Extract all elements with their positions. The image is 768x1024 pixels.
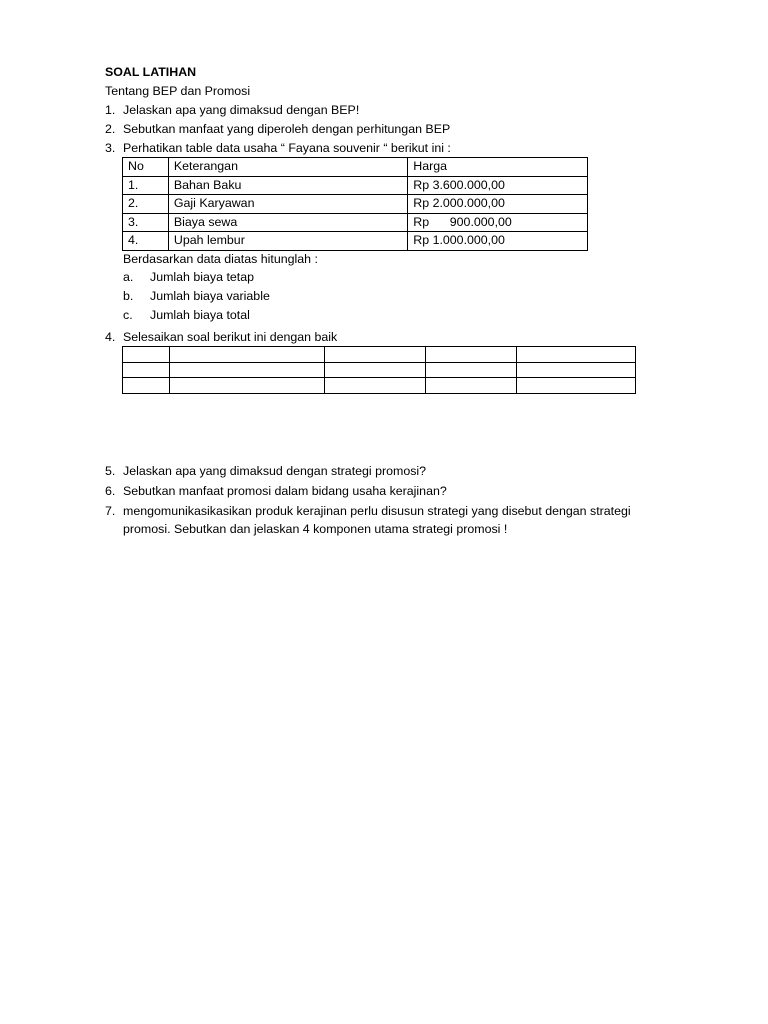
table-cell <box>425 378 517 394</box>
table-cell <box>325 347 426 363</box>
table-cell-no: 3. <box>123 213 169 232</box>
table-cell <box>425 362 517 378</box>
table-cell <box>169 378 324 394</box>
question-number: 3. <box>105 141 116 155</box>
table-cell <box>169 347 324 363</box>
page-subtitle: Tentang BEP dan Promosi <box>105 84 251 98</box>
table-row <box>123 362 636 378</box>
table-cell-keterangan: Biaya sewa <box>168 213 407 232</box>
question-number: 7. <box>105 504 116 518</box>
cost-table <box>122 157 588 251</box>
calc-text: Jumlah biaya variable <box>150 289 270 303</box>
question-number: 4. <box>105 330 116 344</box>
calc-letter: a. <box>123 270 134 284</box>
calc-letter: c. <box>123 308 133 322</box>
table-cell-no: 2. <box>123 195 169 214</box>
calc-text: Jumlah biaya tetap <box>150 270 255 284</box>
table-cell <box>169 362 324 378</box>
question-text: Selesaikan soal berikut ini dengan baik <box>123 330 338 344</box>
header-cell-harga: Harga <box>408 158 588 177</box>
table-cell-harga: Rp 1.000.000,00 <box>408 232 588 251</box>
question-text: Sebutkan manfaat yang diperoleh dengan perhitungan BEP <box>123 122 451 136</box>
header-cell-keterangan: Keterangan <box>168 158 407 177</box>
table-cell-keterangan: Upah lembur <box>168 232 407 251</box>
table-cell <box>517 378 636 394</box>
table-cell-keterangan: Gaji Karyawan <box>168 195 407 214</box>
table-row <box>123 176 588 195</box>
table-row <box>123 347 636 363</box>
header-cell-no: No <box>123 158 169 177</box>
table-cell <box>123 378 170 394</box>
question-number: 6. <box>105 484 116 498</box>
page-title: SOAL LATIHAN <box>105 65 197 79</box>
table-cell <box>325 378 426 394</box>
question-text: mengomunikasikasikan produk kerajinan perlu disusun strategi yang disebut dengan strategi <box>123 504 631 518</box>
blank-table <box>122 346 636 394</box>
question-text: Jelaskan apa yang dimaksud dengan strategi promosi? <box>123 464 427 478</box>
table-cell <box>425 347 517 363</box>
table-row <box>123 378 636 394</box>
table-header-row <box>123 158 588 177</box>
question-number: 5. <box>105 464 116 478</box>
table-row <box>123 213 588 232</box>
table-cell-no: 1. <box>123 176 169 195</box>
table-cell <box>123 347 170 363</box>
table-cell-harga: Rp 3.600.000,00 <box>408 176 588 195</box>
table-cell <box>325 362 426 378</box>
calc-letter: b. <box>123 289 134 303</box>
table-cell <box>517 362 636 378</box>
table-cell-keterangan: Bahan Baku <box>168 176 407 195</box>
table-cell-no: 4. <box>123 232 169 251</box>
question-number: 2. <box>105 122 116 136</box>
question-text-continued: promosi. Sebutkan dan jelaskan 4 komponen utama strategi promosi ! <box>123 522 508 536</box>
table-cell <box>123 362 170 378</box>
table-cell-harga: Rp 900.000,00 <box>408 213 588 232</box>
table-row <box>123 232 588 251</box>
question-number: 1. <box>105 103 116 117</box>
calc-text: Jumlah biaya total <box>150 308 250 322</box>
table-row <box>123 195 588 214</box>
calc-intro: Berdasarkan data diatas hitunglah : <box>123 252 318 266</box>
question-text: Perhatikan table data usaha “ Fayana souvenir “ berikut ini : <box>123 141 451 155</box>
table-cell <box>517 347 636 363</box>
question-text: Sebutkan manfaat promosi dalam bidang usaha kerajinan? <box>123 484 447 498</box>
table-cell-harga: Rp 2.000.000,00 <box>408 195 588 214</box>
question-text: Jelaskan apa yang dimaksud dengan BEP! <box>123 103 360 117</box>
